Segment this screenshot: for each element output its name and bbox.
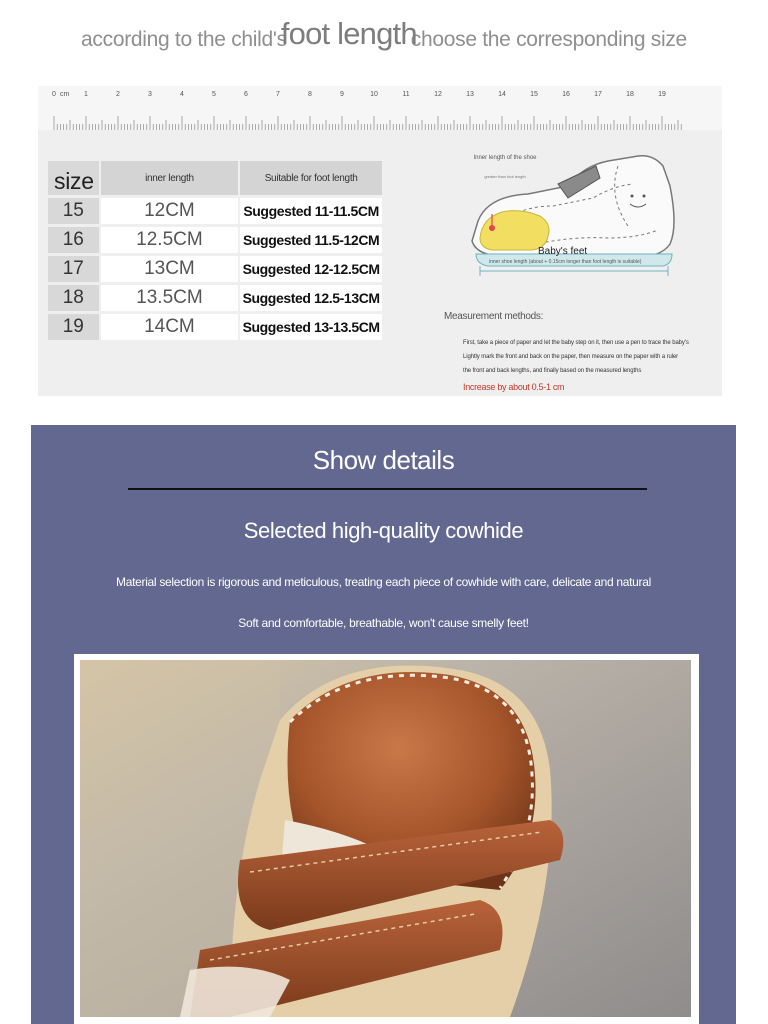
header-inner-length: inner length	[99, 161, 239, 195]
measurement-highlight: Increase by about 0.5-1 cm	[463, 382, 565, 392]
foot-length-cell: Suggested 11-11.5CM	[238, 198, 382, 224]
table-row	[48, 227, 382, 253]
measurement-step-2: Lightly mark the front and back on the paper, then measure on the paper with a ruler	[463, 354, 679, 360]
foot-length-cell: Suggested 12.5-13CM	[238, 285, 382, 311]
ruler-label: 11	[402, 91, 410, 98]
inner-length-cell: 12CM	[99, 198, 239, 224]
table-row	[48, 285, 382, 311]
headline-before: according to the child's	[81, 28, 287, 51]
table-row	[48, 256, 382, 282]
ruler-label: 3	[148, 91, 152, 98]
header-foot-length: Suitable for foot length	[238, 161, 382, 195]
feature-description-2: Soft and comfortable, breathable, won't cause smelly feet!	[238, 616, 529, 630]
table-row	[48, 198, 382, 224]
inner-length-cell: 13.5CM	[99, 285, 239, 311]
size-table-header	[48, 161, 382, 195]
ruler-label: 6	[244, 91, 248, 98]
ruler-label: 16	[562, 91, 570, 98]
ruler-label: 5	[212, 91, 216, 98]
table-row	[48, 314, 382, 340]
ruler-label: 17	[594, 91, 602, 98]
measurement-step-3: the front and back lengths, and finally based on the measured lengths	[463, 368, 642, 374]
size-cell: 19	[48, 314, 99, 340]
ruler-label: 14	[498, 91, 506, 98]
inner-length-cell: 13CM	[99, 256, 239, 282]
ruler-label: 13	[466, 91, 474, 98]
ruler-unit: cm	[60, 91, 70, 98]
size-cell: 15	[48, 198, 99, 224]
measurement-step-1: First, take a piece of paper and let the baby step on it, then use a pen to trace the baby's	[463, 340, 689, 346]
feature-title: Selected high-quality cowhide	[243, 518, 524, 543]
ruler-label: 4	[180, 91, 184, 98]
title-divider	[128, 488, 647, 490]
size-headline	[0, 18, 768, 68]
ruler-label: 1	[84, 91, 88, 98]
ruler-label: 2	[116, 91, 120, 98]
headline-after: choose the corresponding size	[410, 28, 687, 51]
size-cell: 18	[48, 285, 99, 311]
show-details-panel	[31, 425, 736, 1024]
ruler	[38, 86, 722, 130]
details-title: Show details	[312, 445, 455, 475]
diagram-greater-label: greater than foot length	[484, 174, 526, 179]
ruler-label: 15	[530, 91, 538, 98]
inner-length-cell: 12.5CM	[99, 227, 239, 253]
inner-length-cell: 14CM	[99, 314, 239, 340]
foot-length-cell: Suggested 12-12.5CM	[238, 256, 382, 282]
leather-shoe-photo	[80, 660, 691, 1017]
feature-description-1: Material selection is rigorous and meticulous, treating each piece of cowhide with care, delicate and natural	[116, 575, 651, 589]
diagram-note: inner shoe length (about + 0.15cm longer than foot length is suitable)	[489, 259, 642, 265]
size-cell: 16	[48, 227, 99, 253]
product-photo-frame	[74, 654, 699, 1024]
ruler-label: 9	[340, 91, 344, 98]
ruler-label: 18	[626, 91, 634, 98]
ruler-label: 10	[370, 91, 378, 98]
measurement-title: Measurement methods:	[444, 311, 544, 322]
headline-emphasis: foot length	[280, 16, 417, 51]
size-cell: 17	[48, 256, 99, 282]
size-chart-panel	[38, 86, 722, 396]
diagram-inner-length-label: Inner length of the shoe	[473, 155, 537, 161]
foot-length-cell: Suggested 13-13.5CM	[238, 314, 382, 340]
ruler-label: 7	[276, 91, 280, 98]
ruler-label: 19	[658, 91, 666, 98]
foot-length-cell: Suggested 11.5-12CM	[238, 227, 382, 253]
ruler-label: 0	[52, 91, 56, 98]
ruler-label: 12	[434, 91, 442, 98]
ruler-label: 8	[308, 91, 312, 98]
size-table	[48, 158, 382, 343]
diagram-feet-label: Baby's feet	[538, 246, 588, 257]
header-size: size	[48, 161, 99, 195]
